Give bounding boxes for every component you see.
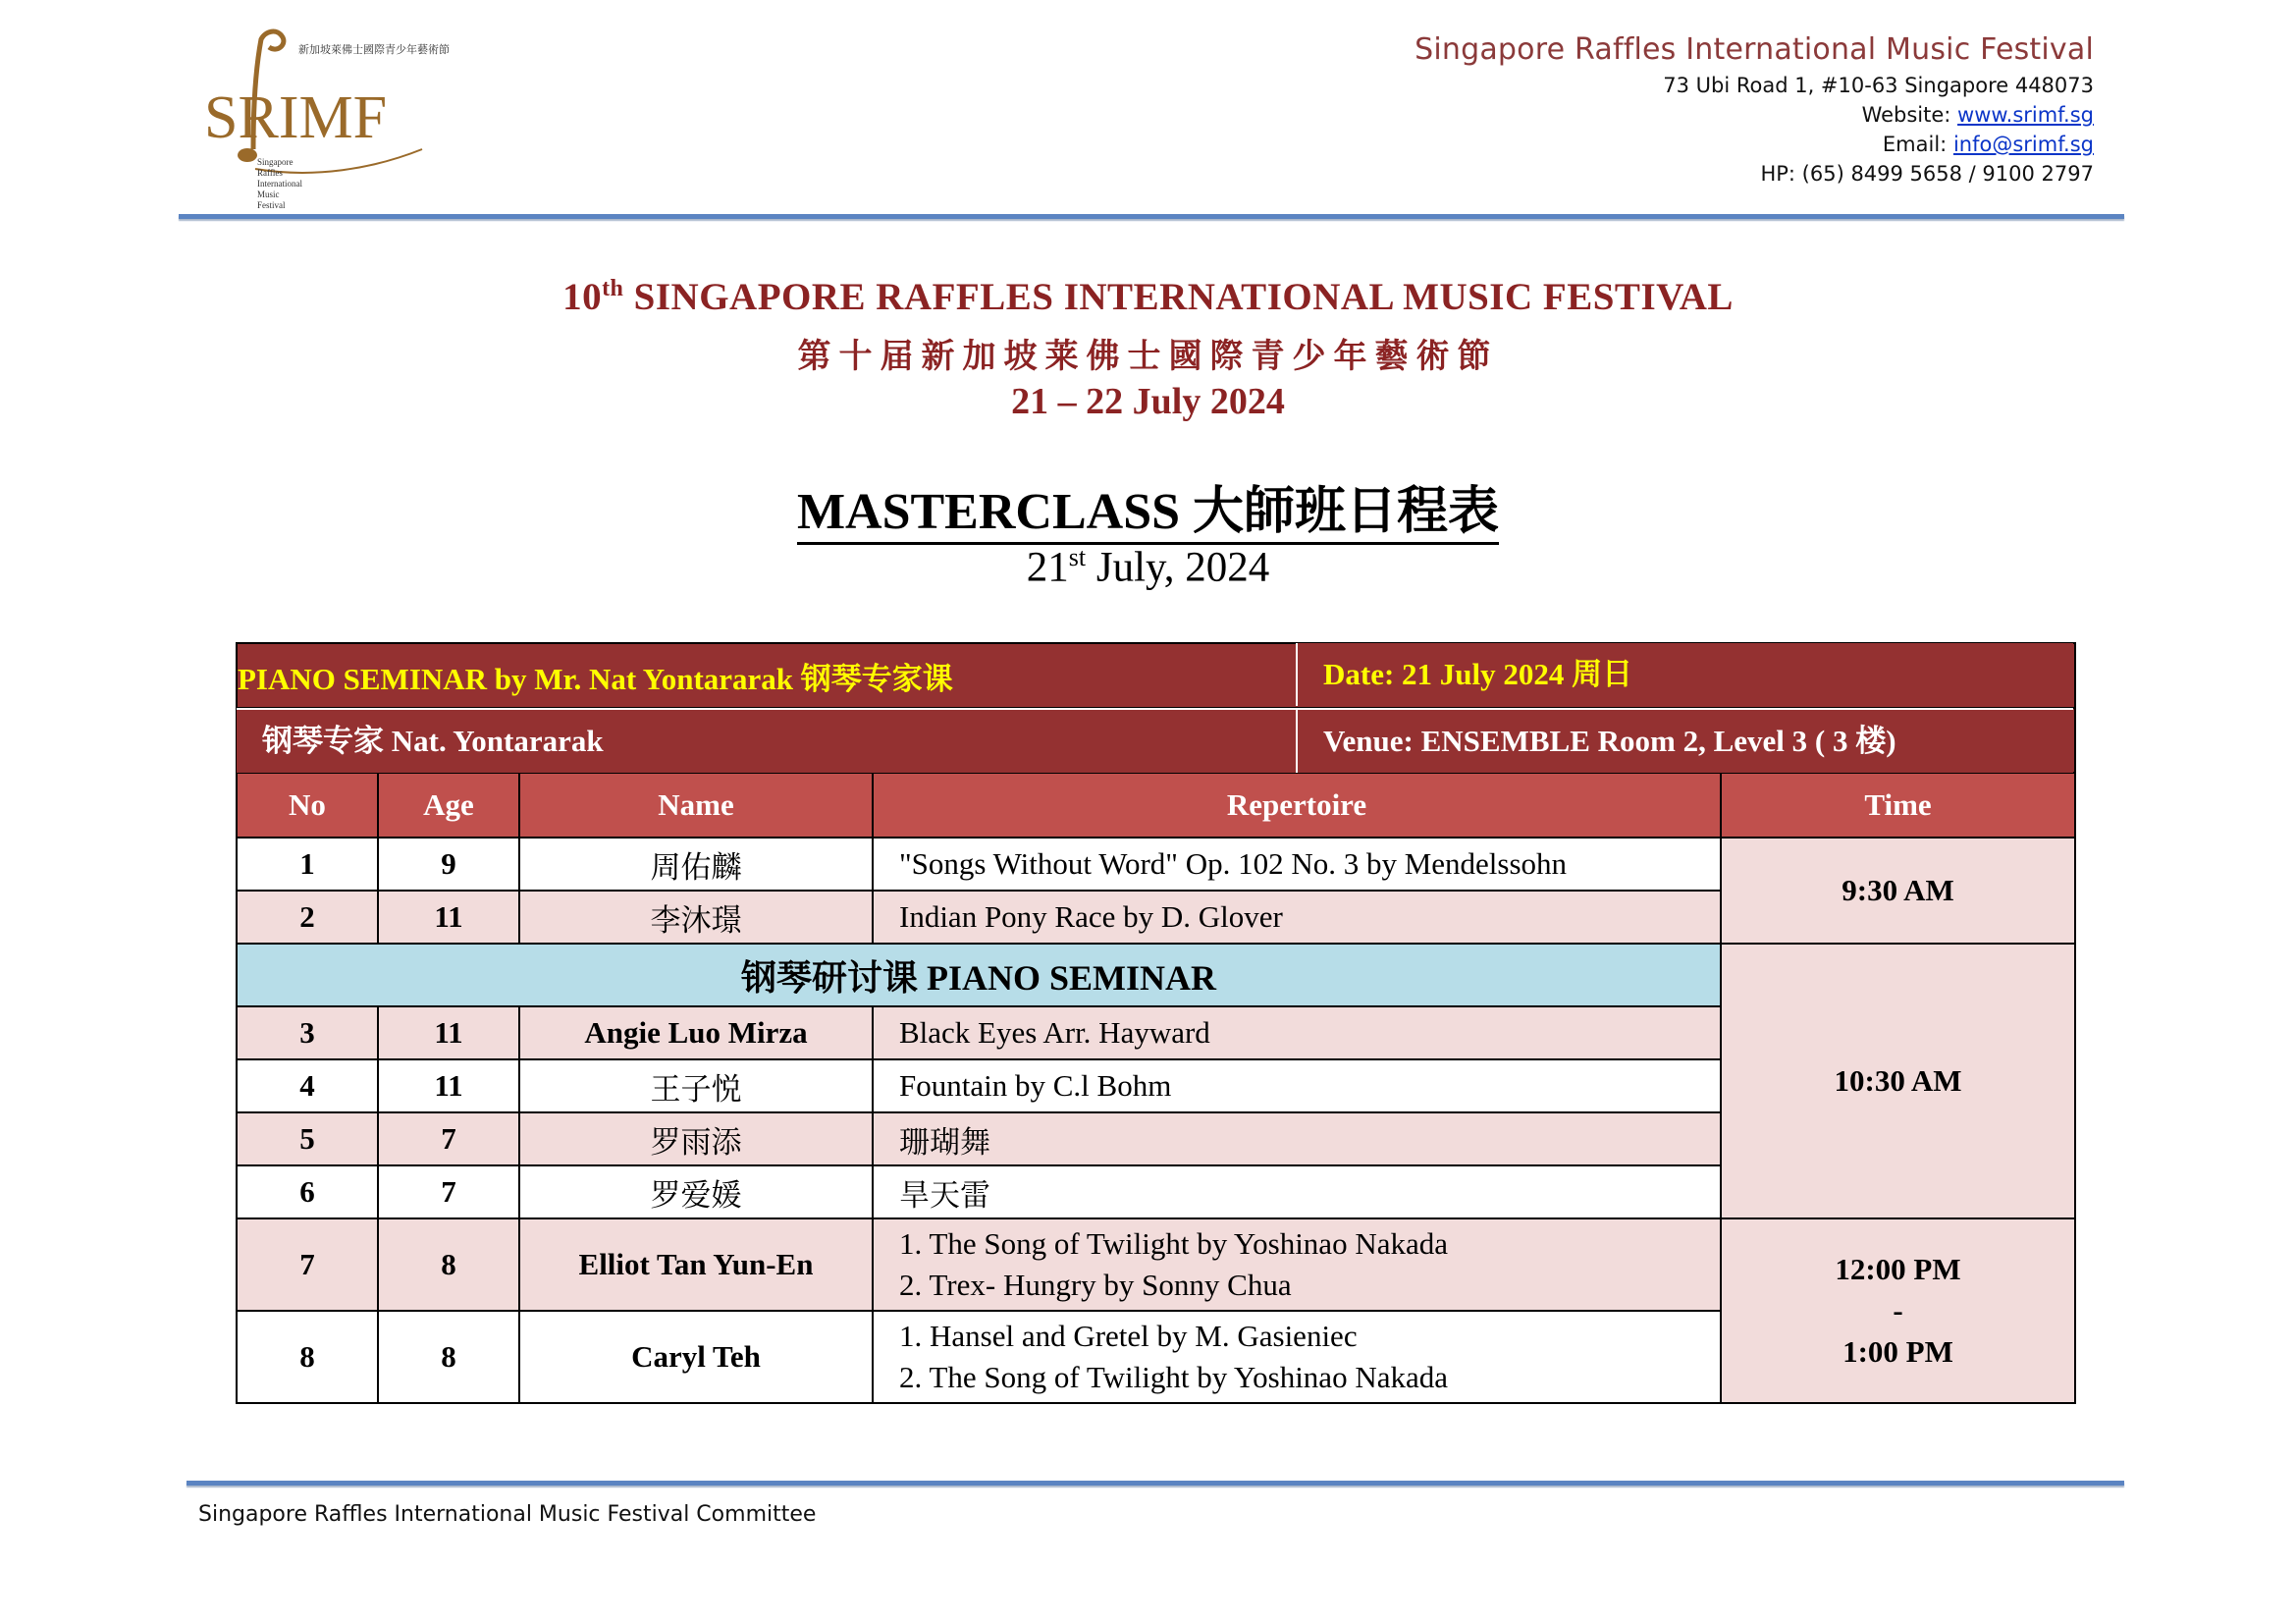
time-slot-3: [1721, 1218, 2075, 1403]
row-no: 2: [237, 891, 378, 944]
org-phone: HP: (65) 8499 5658 / 9100 2797: [1760, 162, 2094, 186]
logo-sub-4: Music: [257, 189, 280, 199]
website-link[interactable]: www.srimf.sg: [1957, 103, 2094, 127]
col-no: No: [237, 773, 378, 838]
time-slot-3-dash: -: [1893, 1293, 1903, 1327]
srimf-logo: [196, 22, 450, 218]
logo-text: SRIMF: [204, 84, 388, 151]
repertoire-line-2: 2. Trex- Hungry by Sonny Chua: [899, 1268, 1292, 1302]
row-repertoire: Black Eyes Arr. Hayward: [873, 1006, 1721, 1059]
festival-dates: 21 – 22 July 2024: [1011, 381, 1285, 422]
table-row: [237, 1218, 2075, 1311]
row-name: Elliot Tan Yun-En: [519, 1218, 873, 1311]
row-age: 9: [378, 838, 519, 891]
date-cell: Date: 21 July 2024 周日: [1296, 643, 2073, 706]
organization-info: [1415, 29, 2094, 189]
org-address: 73 Ubi Road 1, #10-63 Singapore 448073: [1663, 74, 2094, 97]
repertoire-line-2: 2. The Song of Twilight by Yoshinao Nakada: [899, 1360, 1448, 1394]
org-email-line: [1415, 130, 2094, 159]
row-no: 5: [237, 1112, 378, 1165]
row-age: 7: [378, 1165, 519, 1218]
row-no: 6: [237, 1165, 378, 1218]
col-time: Time: [1721, 773, 2075, 838]
email-label: Email:: [1882, 133, 1948, 156]
masterclass-title: MASTERCLASS 大師班日程表: [797, 484, 1499, 545]
day-number: 21: [1026, 544, 1069, 591]
repertoire-line-1: 1. The Song of Twilight by Yoshinao Nakada: [899, 1226, 1448, 1261]
venue-cell: Venue: ENSEMBLE Room 2, Level 3 ( 3 楼): [1296, 710, 2075, 773]
logo-sub-5: Festival: [257, 200, 286, 210]
teacher-row: [237, 708, 2073, 773]
logo-sub-1: Singapore: [257, 157, 294, 167]
email-link[interactable]: info@srimf.sg: [1952, 133, 2094, 156]
org-website-line: [1415, 100, 2094, 130]
row-no: 3: [237, 1006, 378, 1059]
row-repertoire: "Songs Without Word" Op. 102 No. 3 by Mendelssohn: [873, 838, 1721, 891]
seminar-banner-row: [237, 944, 2075, 1006]
row-repertoire: [873, 1218, 1721, 1311]
time-slot-2: 10:30 AM: [1721, 944, 2075, 1218]
srimf-logo-graphic: [196, 22, 450, 218]
row-name: 周佑麟: [519, 838, 873, 891]
edition-suffix: th: [602, 276, 624, 301]
row-name: 罗爱媛: [519, 1165, 873, 1218]
masterclass-heading: [0, 469, 2296, 543]
table-row: [237, 838, 2075, 891]
row-name: Angie Luo Mirza: [519, 1006, 873, 1059]
row-repertoire: 旱天雷: [873, 1165, 1721, 1218]
repertoire-line-1: 1. Hansel and Gretel by M. Gasieniec: [899, 1319, 1358, 1353]
col-repertoire: Repertoire: [873, 773, 1721, 838]
row-age: 7: [378, 1112, 519, 1165]
time-slot-3-start: 12:00 PM: [1835, 1252, 1961, 1286]
row-age: 11: [378, 1059, 519, 1112]
teacher-cell: 钢琴专家 Nat. Yontararak: [262, 724, 604, 758]
row-no: 7: [237, 1218, 378, 1311]
festival-title: [0, 275, 2296, 319]
row-age: 8: [378, 1311, 519, 1403]
row-no: 4: [237, 1059, 378, 1112]
edition-number: 10: [562, 276, 603, 318]
row-repertoire: Indian Pony Race by D. Glover: [873, 891, 1721, 944]
festival-chinese-title: 第十届新加坡莱佛士國際青少年藝術節: [797, 339, 1499, 375]
row-name: 李沐璟: [519, 891, 873, 944]
footer-text: Singapore Raffles International Music Festival Committee: [198, 1502, 817, 1527]
day-rest: July, 2024: [1086, 544, 1270, 591]
row-no: 1: [237, 838, 378, 891]
row-repertoire: Fountain by C.l Bohm: [873, 1059, 1721, 1112]
row-no: 8: [237, 1311, 378, 1403]
logo-sub-2: Raffles: [257, 168, 283, 178]
org-name: Singapore Raffles International Music Festival: [1415, 32, 2094, 67]
column-header-row: [237, 773, 2075, 838]
seminar-banner: 钢琴研讨课 PIANO SEMINAR: [237, 944, 1721, 1006]
schedule-date: [0, 543, 2296, 591]
row-age: 11: [378, 891, 519, 944]
header-divider: [179, 214, 2124, 219]
col-name: Name: [519, 773, 873, 838]
day-suffix: st: [1068, 543, 1087, 571]
row-name: 罗雨添: [519, 1112, 873, 1165]
row-age: 8: [378, 1218, 519, 1311]
row-name: Caryl Teh: [519, 1311, 873, 1403]
header-right-cells: [1296, 643, 2073, 706]
time-slot-1: 9:30 AM: [1721, 838, 2075, 944]
time-slot-3-end: 1:00 PM: [1842, 1334, 1953, 1369]
row-repertoire: 珊瑚舞: [873, 1112, 1721, 1165]
logo-chinese: 新加坡萊佛士國際青少年藝術節: [298, 43, 450, 56]
row-name: 王子悦: [519, 1059, 873, 1112]
row-repertoire: [873, 1311, 1721, 1403]
festival-name: SINGAPORE RAFFLES INTERNATIONAL MUSIC FESTIVAL: [633, 276, 1734, 318]
row-age: 11: [378, 1006, 519, 1059]
logo-sub-3: International: [257, 179, 302, 189]
seminar-title: PIANO SEMINAR by Mr. Nat Yontararak 钢琴专家课: [237, 643, 2075, 708]
website-label: Website:: [1861, 103, 1951, 127]
col-age: Age: [378, 773, 519, 838]
footer-divider: [187, 1481, 2124, 1486]
